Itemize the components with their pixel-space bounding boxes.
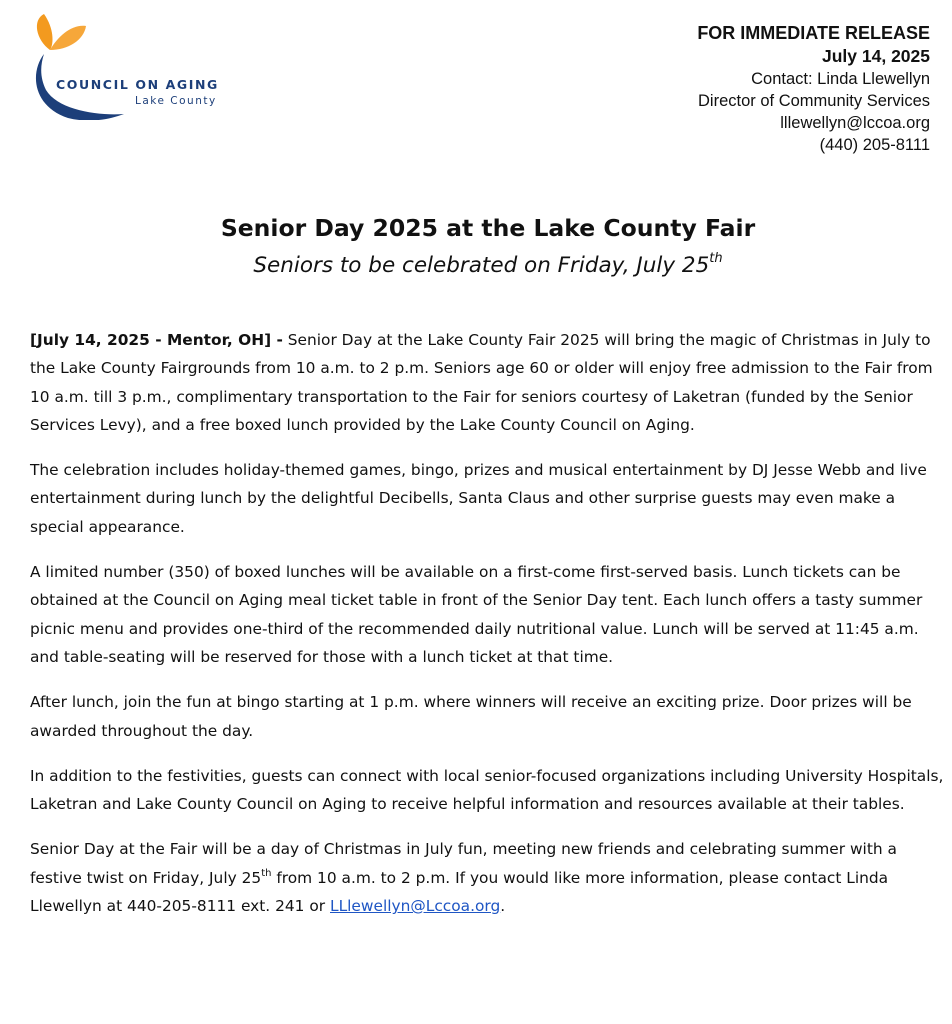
contact-email: lllewellyn@lccoa.org — [780, 114, 930, 132]
paragraph-1 — [30, 326, 948, 439]
paragraph-3: A limited number (350) of boxed lunches will be available on a first-come first-served basis. Lunch tickets can be obtained at the Council on Aging meal ticket table in front of the Senior Day tent. Each lunch offers a tasty summer picnic menu and provides one-third of the recommended daily nutritional value. Lunch will be served at 11:45 a.m. and table-seating will be reserved for those with a lunch ticket at that time. — [30, 563, 923, 666]
release-date: July 14, 2025 — [822, 46, 930, 66]
press-release-body — [30, 326, 948, 937]
paragraph-2: The celebration includes holiday-themed games, bingo, prizes and musical entertainment by DJ Jesse Webb and live entertainment during lunch by the delightful Decibells, Santa Claus and other surprise guests may even make a special appearance. — [30, 461, 927, 536]
paragraph-5: In addition to the festivities, guests can connect with local senior-focused organizations including University Hospitals, Laketran and Lake County Council on Aging to receive helpful information and resources available at their tables. — [30, 766, 944, 814]
paragraph-6-text-b: from 10 a.m. to 2 p.m. If you would like more information, please contact Linda Llewellyn at 440-205-8111 ext. 241 or — [30, 868, 889, 916]
paragraph-6-sup: th — [261, 867, 272, 879]
paragraph-6-text-a: Senior Day at the Fair will be a day of Christmas in July fun, meeting new friends and celebrating summer with a festive twist on Friday, July 25 — [30, 840, 897, 887]
contact-role: Director of Community Services — [698, 92, 930, 110]
contact-phone: (440) 205-8111 — [819, 136, 930, 154]
release-header — [697, 22, 930, 156]
dateline: [July 14, 2025 - Mentor, OH] - — [30, 331, 283, 349]
contact-email-link[interactable]: LLlewellyn@Lccoa.org — [330, 897, 501, 916]
title-block — [0, 212, 952, 281]
paragraph-6 — [30, 835, 948, 920]
page-title: Senior Day 2025 at the Lake County Fair — [220, 214, 756, 242]
paragraph-4: After lunch, join the fun at bingo starting at 1 p.m. where winners will receive an exciting prize. Door prizes will be awarded throughout the day. — [30, 693, 912, 740]
paragraph-6-end: . — [500, 897, 506, 916]
contact-name: Contact: Linda Llewellyn — [751, 70, 930, 88]
release-label: FOR IMMEDIATE RELEASE — [697, 23, 930, 43]
subtitle-sup: th — [709, 251, 723, 266]
logo-subtitle: Lake County — [135, 95, 217, 107]
page-subtitle — [0, 251, 952, 281]
logo-title: COUNCIL ON AGING — [56, 77, 219, 92]
subtitle-text: Seniors to be celebrated on Friday, July 25 — [253, 253, 710, 278]
paragraph-1-text: Senior Day at the Lake County Fair 2025 will bring the magic of Christmas in July to the Lake County Fairgrounds from 10 a.m. to 2 p.m. Seniors age 60 or older will enjoy free admission to the Fair from 10 a.m. till 3 p.m., complimentary transportation to the Fair for seniors courtesy of Laketran (funded by the Senior Services Levy), and a free boxed lunch provided by the Lake County Council on Aging. — [30, 331, 933, 434]
